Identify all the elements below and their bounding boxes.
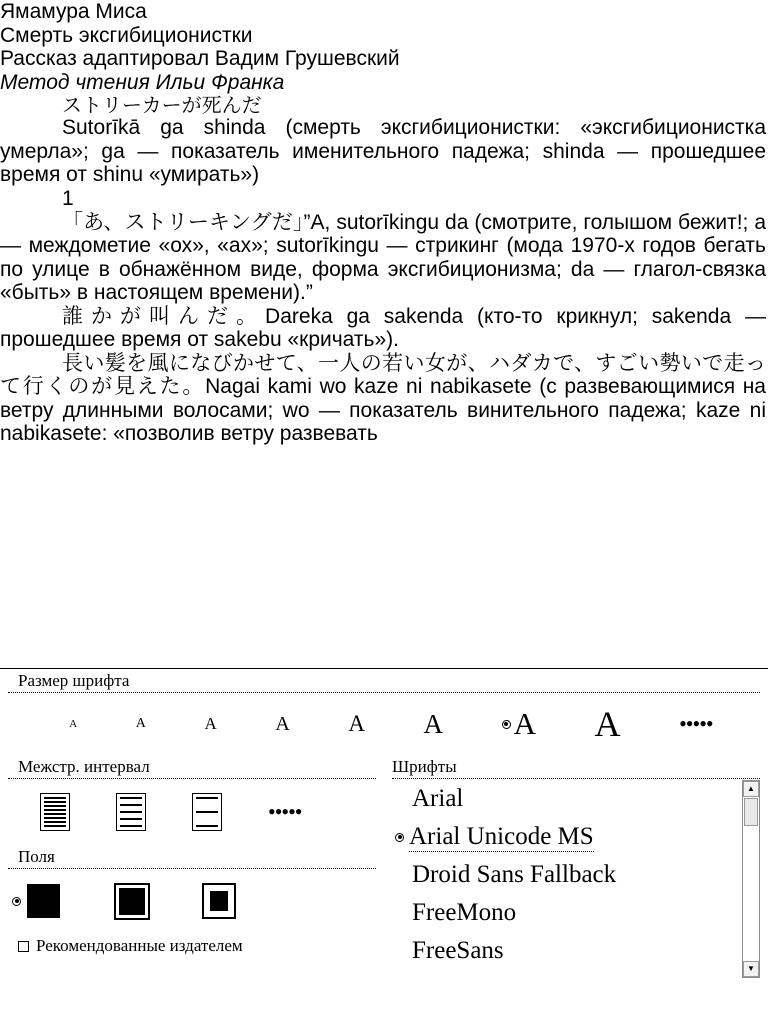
font-item-label: FreeSans xyxy=(412,937,504,964)
font-size-option-5[interactable] xyxy=(348,711,365,737)
font-item-label: Arial xyxy=(412,785,464,812)
margin-option-narrow[interactable] xyxy=(12,884,60,918)
publisher-default-row[interactable] xyxy=(0,933,384,959)
paragraph-3: 誰かが叫んだ。Dareka ga sakenda (кто-то крикнул; sakenda — прошедшее время от sakebu «кричать»). xyxy=(0,304,766,352)
publisher-default-checkbox[interactable] xyxy=(18,941,29,952)
fonts-label: Шрифты xyxy=(392,757,457,776)
scroll-up-arrow-icon[interactable]: ▲ xyxy=(743,781,759,797)
scroll-down-arrow-icon[interactable]: ▼ xyxy=(743,961,759,977)
book-author: Ямамура Миса xyxy=(0,0,147,23)
font-size-glyph: A xyxy=(348,711,365,736)
font-size-more-icon[interactable]: ••••• xyxy=(679,711,713,736)
font-size-glyph: A xyxy=(594,704,621,744)
line-spacing-loose-icon[interactable] xyxy=(192,793,222,831)
left-settings-column xyxy=(0,755,384,955)
font-size-option-7[interactable] xyxy=(502,706,536,742)
line-spacing-dense-icon[interactable] xyxy=(40,793,70,831)
book-adapted-by: Рассказ адаптировал Вадим Грушевский xyxy=(0,47,400,71)
font-list-scrollbar[interactable] xyxy=(742,780,760,978)
margin-option-wide[interactable] xyxy=(204,885,234,917)
scrollbar-thumb[interactable] xyxy=(744,798,758,826)
line-spacing-options[interactable] xyxy=(0,779,384,845)
margin-medium-icon xyxy=(116,885,148,918)
font-size-glyph: A xyxy=(69,718,78,730)
font-size-options[interactable] xyxy=(0,693,768,755)
font-size-glyph: A xyxy=(275,712,290,735)
font-item-arial-unicode-ms[interactable] xyxy=(392,818,740,856)
font-size-option-8[interactable] xyxy=(595,703,621,745)
margin-wide-icon xyxy=(204,885,234,917)
font-size-option-3[interactable] xyxy=(204,714,216,734)
section-number: 1 xyxy=(62,187,74,210)
font-list[interactable] xyxy=(392,780,740,978)
font-size-glyph: A xyxy=(423,708,444,739)
font-size-glyph: A xyxy=(513,706,536,741)
font-item-arial[interactable] xyxy=(392,780,740,818)
font-item-droid-sans-fallback[interactable] xyxy=(392,856,740,894)
font-size-label: Размер шрифта xyxy=(18,671,130,690)
font-item-label: Droid Sans Fallback xyxy=(412,861,617,888)
fonts-column xyxy=(384,755,768,973)
font-item-freemono[interactable] xyxy=(392,894,740,932)
book-method: Метод чтения Ильи Франка xyxy=(0,70,285,94)
margins-label: Поля xyxy=(18,847,55,866)
radio-selected-icon[interactable] xyxy=(12,897,21,906)
line-spacing-more-icon[interactable]: ••••• xyxy=(268,799,302,824)
paragraph-1: Sutorīkā ga shinda (смерть эксгибиционистки: «эксгибиционистка умерла»; ga — показатель именительного падежа; shinda — прошедшее время от shinu «умирать») xyxy=(0,116,766,187)
divider-fonts xyxy=(392,778,760,779)
font-size-option-2[interactable] xyxy=(136,716,146,732)
paragraph-2: 「あ、ストリーキングだ」”A, sutorīkingu da (смотрите, голышом бежит!; a — междометие «ох», «ах»; sutorīkingu — стрикинг (мода 1970-х годов бегать по улице в обнажённом виде, форма эксгибиционизма; da — глагол-связка «быть» в настоящем времени).” xyxy=(0,210,766,305)
radio-selected-icon[interactable] xyxy=(502,720,511,729)
publisher-default-label: Рекомендованные издателем xyxy=(36,936,243,955)
font-size-glyph: A xyxy=(135,716,146,731)
paragraph-4: 長い髪を風になびかせて、一人の若い女が、ハダカで、すごい勢いで走って行くのが見えた。Nagai kami wo kaze ni nabikasete (с развевающимися на ветру длинными волосами; wo — показатель винительного падежа; kaze ni nabikasete: «позволив ветру развевать xyxy=(0,351,766,446)
margin-narrow-icon xyxy=(27,884,60,918)
margin-option-medium[interactable] xyxy=(116,885,148,918)
margins-options[interactable] xyxy=(0,869,384,933)
book-title: Смерть эксгибиционистки xyxy=(0,23,253,47)
font-item-label: FreeMono xyxy=(412,899,517,926)
line-spacing-medium-icon[interactable] xyxy=(116,793,146,831)
scrollbar-track[interactable] xyxy=(744,946,758,960)
font-size-option-1[interactable] xyxy=(69,718,77,730)
font-item-label: Arial Unicode MS xyxy=(409,822,594,850)
font-size-option-6[interactable] xyxy=(424,709,444,740)
font-list-wrapper[interactable] xyxy=(392,780,760,978)
japanese-heading: ストリーカーが死んだ xyxy=(62,93,262,118)
font-item-freesans[interactable] xyxy=(392,932,740,970)
font-size-option-4[interactable] xyxy=(275,713,289,736)
display-settings-panel[interactable] xyxy=(0,668,768,1024)
line-spacing-label: Межстр. интервал xyxy=(18,757,150,776)
font-size-glyph: A xyxy=(204,714,217,733)
radio-selected-icon[interactable] xyxy=(395,833,404,842)
